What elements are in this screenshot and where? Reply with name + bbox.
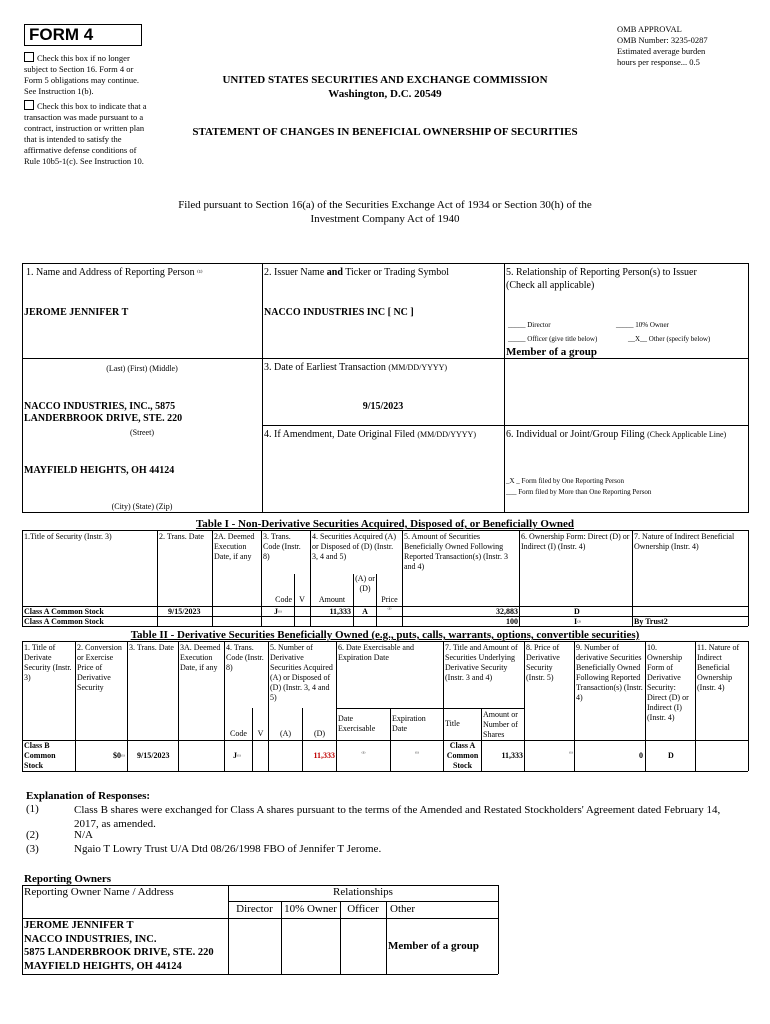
box2-label: [264, 266, 449, 279]
t2-h-d: (D): [313, 729, 326, 738]
t1-h-amount: Amount: [318, 595, 346, 604]
expl-1-text: Class B shares were exchanged for Class A shares pursuant to the terms of the Amended and Restated Stockholders' Agreement dated February 14, 2017, as amended.: [74, 804, 721, 830]
rel-other: __X__ Other (specify below): [628, 335, 711, 343]
box1-label-text: 1. Name and Address of Reporting Person: [26, 267, 195, 278]
t2-r1-price: [77, 751, 125, 763]
t2-h-number: 5. Number of Derivative Securities Acquired (A) or Disposed of (D) (Instr. 3, 4 and 5): [270, 643, 333, 702]
t2-h-conversion: 2. Conversion or Exercise Price of Derivative Security: [77, 643, 122, 692]
t1-vline-3: [261, 530, 262, 626]
t2-h-expiration: Expiration Date: [392, 714, 426, 733]
box5-label-text: 5. Relationship of Reporting Person(s) to Issuer: [506, 267, 697, 278]
box-top-border: [22, 263, 748, 264]
ro-vline-0: [22, 885, 23, 974]
t2-h-form: 10. Ownership Form of Derivative Security: Direct (D) or Indirect (I) (Instr. 4): [647, 643, 689, 722]
t1-r1-amount: 11,333: [329, 607, 351, 616]
t2-vline-1: [75, 641, 76, 771]
box1-label: [26, 266, 203, 279]
box2-label-and: and: [326, 267, 343, 278]
street-label: (Street): [130, 428, 154, 437]
t2-h-title: 1. Title of Derivate Security (Instr. 3): [24, 643, 72, 682]
rule-10b5-text: Check this box to indicate that a transaction was made pursuant to a contract, instruction or written plan that is intended to satisfy the affirmative defense conditions of Rule 10b5-1(c). See Instruction 10.: [24, 101, 147, 166]
box-left-border: [22, 263, 23, 513]
t2-r1-expiration-mark: ⁽¹⁾: [415, 752, 419, 757]
t1-h-price: Price: [381, 595, 398, 604]
explanation-heading: Explanation of Responses:: [26, 790, 151, 802]
t1-r1-code: [274, 607, 294, 619]
form-title: FORM 4: [24, 24, 142, 46]
city-state-zip-label: (City) (State) (Zip): [111, 502, 173, 511]
box6-sub: (Check Applicable Line): [647, 430, 727, 439]
statement-heading: STATEMENT OF CHANGES IN BENEFICIAL OWNERSHIP OF SECURITIES: [192, 126, 578, 138]
earliest-transaction-date: 9/15/2023: [362, 401, 404, 412]
ro-col-name: Reporting Owner Name / Address: [24, 886, 174, 898]
t2-r1-disposed: 11,333: [313, 751, 335, 760]
ro-addr-3: MAYFIELD HEIGHTS, OH 44124: [24, 960, 182, 972]
owners-heading: Reporting Owners: [24, 873, 112, 885]
t2-r1-owned: 0: [639, 751, 643, 760]
t1-r1-aord: A: [362, 607, 368, 616]
t1-vline-5: [402, 530, 403, 626]
t2-r1-code: [233, 751, 252, 763]
omb-title: OMB APPROVAL: [617, 24, 682, 34]
t2-top-line: [22, 641, 748, 642]
omb-approval: [617, 24, 747, 68]
street-line-2: LANDERBROOK DRIVE, STE. 220: [24, 413, 183, 424]
t2-sub-header-line: [336, 708, 524, 709]
t2-r1-price-value: $0: [113, 751, 122, 760]
box5-label: [506, 266, 746, 292]
omb-burden: Estimated average burden: [617, 46, 706, 56]
ro-vline-4: [386, 901, 387, 974]
t2-vline-0: [22, 641, 23, 771]
box2-label-b: Ticker or Trading Symbol: [342, 267, 450, 278]
t2-header-bottom: [22, 740, 748, 741]
filed-line-2: Investment Company Act of 1940: [310, 213, 460, 225]
t1-r1-title: Class A Common Stock: [24, 607, 104, 616]
t2-r1-exercisable-mark: ⁽¹⁾: [361, 752, 366, 757]
t1-r2-form-mark: ⁽²⁾: [577, 621, 582, 626]
box3-label: [264, 361, 447, 374]
rel-member-of-group: Member of a group: [506, 346, 597, 358]
t2-r1-u-title: Class A Common Stock: [446, 741, 479, 770]
filing-one-person: _X _ Form filed by One Reporting Person: [506, 477, 625, 485]
box-row-divider-3: [262, 425, 748, 426]
t2-r1-form: D: [668, 751, 674, 760]
issuer-name: NACCO INDUSTRIES INC [ NC ]: [264, 307, 414, 318]
t2-r1-date: 9/15/2023: [137, 751, 170, 760]
box2-label-a: 2. Issuer Name: [264, 267, 327, 278]
t1-h-acquired: 4. Securities Acquired (A) or Disposed of (D) (Instr. 3, 4 and 5): [312, 532, 396, 561]
box-divider-2: [504, 263, 505, 513]
rel-officer: _____ Officer (give title below): [508, 335, 598, 343]
ro-col-other: Other: [390, 903, 416, 915]
rule-10b5-checkbox[interactable]: [24, 100, 34, 110]
t1-r1-code-mark: ⁽¹⁾: [278, 611, 282, 616]
box3-label-text: 3. Date of Earliest Transaction: [264, 362, 386, 373]
t1-vline-2: [212, 530, 213, 626]
agency-city: Washington, D.C. 20549: [328, 88, 442, 100]
ro-addr-2: 5875 LANDERBROOK DRIVE, STE. 220: [24, 947, 214, 958]
t1-h-ownership-form: 6. Ownership Form: Direct (D) or Indirect (I) (Instr. 4): [521, 532, 630, 551]
t1-r2-nature: By Trust2: [634, 617, 668, 626]
t2-h-code: 4. Trans. Code (Instr. 8): [226, 643, 264, 672]
t1-h-date: 2. Trans. Date: [159, 532, 204, 541]
t2-vline-4: [224, 641, 225, 771]
ro-other-value: Member of a group: [388, 940, 479, 952]
box-bottom-border: [22, 512, 748, 513]
t2-vline-10: [645, 641, 646, 771]
t2-r1-u-amount: 11,333: [501, 751, 523, 760]
ro-owner-address: [24, 919, 228, 973]
box4-label-text: 4. If Amendment, Date Original Filed: [264, 429, 415, 440]
expl-2-num: (2): [26, 829, 39, 841]
box-divider-1: [262, 263, 263, 513]
box1-note-mark: ⁽¹⁾: [197, 269, 203, 277]
ro-col-relationships: Relationships: [333, 886, 393, 898]
ro-col-director: Director: [236, 903, 273, 915]
name-parts-label: (Last) (First) (Middle): [106, 364, 178, 373]
t2-vline-12: [748, 641, 749, 771]
box-row-divider-2: [262, 358, 748, 359]
omb-number: OMB Number: 3235-0287: [617, 35, 708, 45]
t1-r1-price-mark: ⁽¹⁾: [387, 608, 392, 613]
box-right-border: [748, 263, 749, 513]
ro-vline-5: [498, 885, 499, 974]
t1-h-code-sub: Code: [275, 595, 292, 604]
box4-format: (MM/DD/YYYY): [417, 430, 476, 439]
t1-h-v: V: [299, 595, 305, 604]
agency-name: UNITED STATES SECURITIES AND EXCHANGE COMMISSION: [222, 74, 548, 86]
box5-sub: (Check all applicable): [506, 280, 595, 291]
t2-h-date-exercisable: Date Exercisable: [338, 714, 376, 733]
box6-label: [506, 428, 746, 441]
t2-h-underlying: 7. Title and Amount of Securities Underlying Derivative Security (Instr. 3 and 4): [445, 643, 518, 682]
no-longer-subject-checkbox[interactable]: [24, 52, 34, 62]
filed-pursuant: [130, 198, 640, 226]
t1-vline-8: [748, 530, 749, 626]
ro-bottom-line: [22, 974, 498, 975]
t1-r2-owned: 100: [506, 617, 518, 626]
box1-name-divider: [22, 358, 262, 359]
agency-heading: [180, 73, 590, 101]
expl-3-text: Ngaio T Lowry Trust U/A Dtd 08/26/1998 FBO of Jennifer T Jerome.: [74, 843, 382, 855]
t1-r1-date: 9/15/2023: [168, 607, 201, 616]
t2-h-date: 3. Trans. Date: [129, 643, 174, 652]
t1-vline-0: [22, 530, 23, 626]
ro-rel-line: [228, 901, 498, 902]
t2-r1-title: Class B Common Stock: [24, 741, 56, 770]
t2-vline-11: [695, 641, 696, 771]
t1-r2-form: [574, 617, 614, 629]
rule-10b5-checkbox-block: [24, 100, 152, 167]
reporting-city: MAYFIELD HEIGHTS, OH 44124: [24, 465, 175, 476]
t2-h-u-amount: Amount or Number of Shares: [483, 710, 518, 739]
t1-h-amount-owned: 5. Amount of Securities Beneficially Owned Following Reported Transaction(s) (Instr. 3 and 4): [404, 532, 508, 571]
t1-r1-form: D: [574, 607, 580, 616]
t1-vline-6: [519, 530, 520, 626]
rel-10pct: _____ 10% Owner: [616, 321, 669, 329]
expl-3-num: (3): [26, 843, 39, 855]
t2-h-exercisable: 6. Date Exercisable and Expiration Date: [338, 643, 414, 662]
no-longer-subject-text: Check this box if no longer subject to Section 16. Form 4 or Form 5 obligations may continue. See Instruction 1(b).: [24, 53, 139, 96]
t1-h-aord: (A) or (D): [355, 574, 375, 593]
t2-r1-p8-mark: ⁽¹⁾: [569, 752, 573, 757]
t1-h-code: 3. Trans. Code (Instr. 8): [263, 532, 301, 561]
t1-r2-title: Class A Common Stock: [24, 617, 104, 626]
ro-addr-1: NACCO INDUSTRIES, INC.: [24, 933, 157, 945]
t1-vline-7: [632, 530, 633, 626]
expl-1-num: (1): [26, 803, 39, 815]
t2-vline-2: [127, 641, 128, 771]
t2-h-u-title: Title: [445, 719, 460, 728]
box6-label-text: 6. Individual or Joint/Group Filing: [506, 429, 645, 440]
t2-h-v: V: [257, 729, 264, 738]
t1-r1-owned: 32,883: [496, 607, 518, 616]
t1-top-line: [22, 530, 748, 531]
reporting-person-name: JEROME JENNIFER T: [24, 307, 129, 318]
filing-more-persons: ___ Form filed by More than One Reporting Person: [506, 488, 652, 496]
box3-format: (MM/DD/YYYY): [388, 363, 448, 372]
t2-h-a: (A): [279, 729, 292, 738]
t2-h-owned: 9. Number of derivative Securities Beneficially Owned Following Reported Transaction(s) (Instr. 4): [576, 643, 643, 702]
t2-r1-code-mark: ⁽¹⁾: [237, 755, 241, 760]
t2-h-code-sub: Code: [230, 729, 247, 738]
expl-2-text: N/A: [74, 829, 93, 841]
t2-r1-code-value: J: [233, 751, 237, 760]
table1-title: Table I - Non-Derivative Securities Acquired, Disposed of, or Beneficially Owned: [195, 518, 575, 530]
t2-h-price: 8. Price of Derivative Security (Instr. 5): [526, 643, 560, 682]
t2-vline-5: [268, 641, 269, 771]
t1-r2-form-value: I: [574, 617, 578, 626]
t1-vline-1: [157, 530, 158, 626]
t1-h-title: 1.Title of Security (Instr. 3): [24, 532, 112, 541]
table2-title: Table II - Derivative Securities Beneficially Owned (e.g., puts, calls, warrants, options, convertible securities): [130, 629, 640, 641]
omb-hours: hours per response... 0.5: [617, 57, 700, 67]
box4-label: [264, 428, 476, 441]
filed-line-1: Filed pursuant to Section 16(a) of the Securities Exchange Act of 1934 or Section 30(h) of the: [178, 199, 592, 211]
rel-director: _____ Director: [508, 321, 551, 329]
t1-h-deemed: 2A. Deemed Execution Date, if any: [214, 532, 255, 561]
t2-h-nature: 11. Nature of Indirect Beneficial Ownership (Instr. 4): [697, 643, 740, 692]
street-line-1: NACCO INDUSTRIES, INC., 5875: [24, 401, 176, 412]
t2-r1-price-mark: ⁽¹⁾: [121, 755, 125, 760]
ro-col-officer: Officer: [347, 903, 379, 915]
t2-h-deemed: 3A. Deemed Execution Date, if any: [180, 643, 221, 672]
ro-owner-name: JEROME JENNIFER T: [24, 920, 134, 931]
t2-bottom-line: [22, 771, 748, 772]
t1-r1-code-value: J: [274, 607, 278, 616]
ro-vline-1: [228, 885, 229, 974]
no-longer-subject-checkbox-block: [24, 52, 152, 97]
t2-vline-3: [178, 641, 179, 771]
ro-col-10pct: 10% Owner: [284, 903, 337, 915]
t1-h-nature: 7. Nature of Indirect Beneficial Ownership (Instr. 4): [634, 532, 735, 551]
